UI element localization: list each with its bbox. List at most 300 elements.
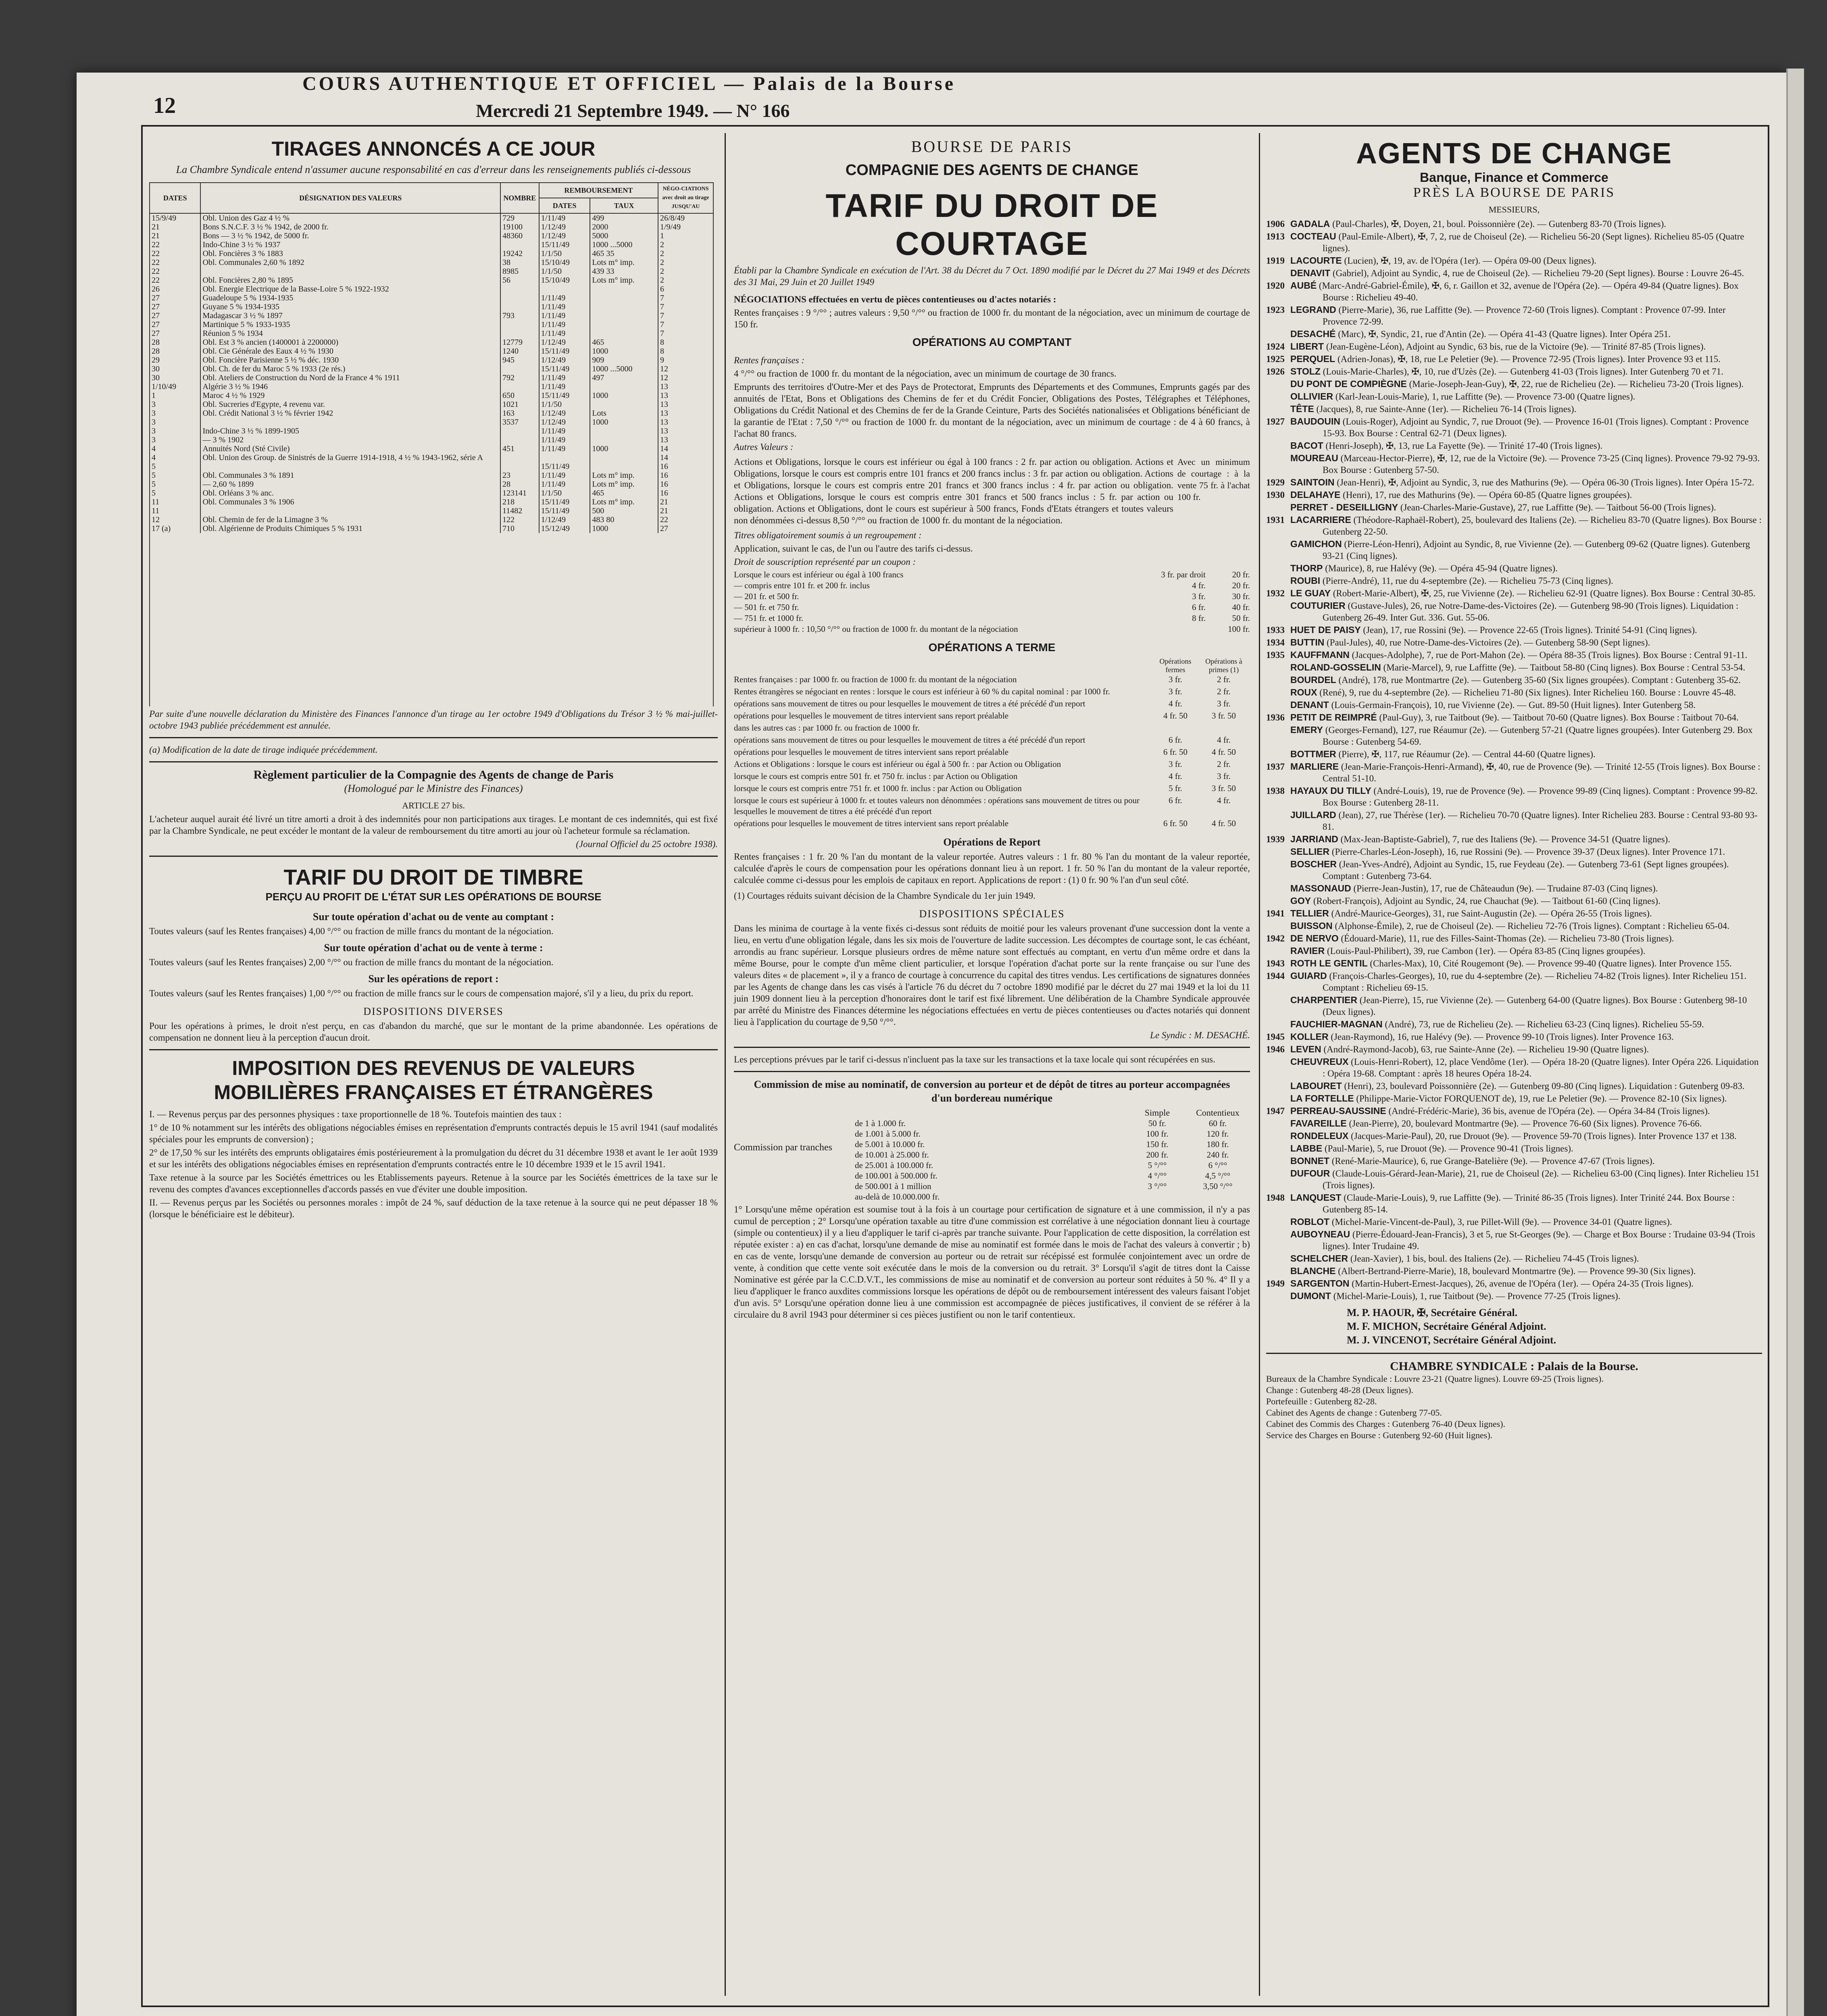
agents-subtitle: Banque, Finance et Commerce — [1420, 170, 1608, 185]
perceptions-text: Les perceptions prévues par le tarif ci-dessus n'incluent pas la taxe sur les transactions et la taxe locale qui sont récupérées en sus. — [734, 1054, 1215, 1064]
agent-details: (Pierre-André), 11, rue du 4-septembre (2e). — Richelieu 75-73 (Cinq lignes). — [1320, 576, 1613, 586]
agent-name: SAINTOIN — [1290, 477, 1335, 487]
commission-row — [855, 1129, 1250, 1139]
tirages-note: Par suite d'une nouvelle déclaration du Ministère des Finances l'annonce d'un tirage au 1er octobre 1949 d'Obligations du Trésor 3 ½ % mai-juillet-octobre 1943 publiée précédemment est annulée. — [149, 709, 718, 731]
table-cell: Bons — 3 ½ % 1942, de 5000 fr. — [200, 231, 500, 240]
table-cell — [590, 435, 658, 444]
table-cell: 13 — [658, 400, 713, 409]
comptant-minimum: Avec un minimum de courtage : à la vente 75 fr. à l'achat 100 fr. — [1177, 457, 1250, 502]
commission-text: 1° Lorsqu'une même opération est soumise tout à la fois à un courtage pour certification de signature et à une commission, il n'y a pas cumul de perception ; 2° Lorsqu'une opération taxable au titre d'une commission est corrélative à une négociation donnant lieu à courtage (simple ou contentieux) il y a lieu d'appliquer le tarif ci-après par tranche suivante. Pour l'application de cette disposition, la corrélation est réputée exister : a) en cas d'achat, lorsqu'une demande de mise au nominatif est formée dans le mois de l'achat des valeurs à convertir ; b) en cas de vente, lorsqu'une demande de conversion au porteur ou de retrait sur récépissé est formulée conjointement avec un ordre de vente, à condition que cette vente soit exécutée dans le mois de la conversion ou du retrait. 3° Lorsqu'il s'agit de titres dont la Caisse Nominative est gérée par la C.C.D.V.T., les commissions de mise au nominatif et de conversion au porteur sont réduites à 50 %. 4° Il y a lieu d'appliquer le franco auxdites commissions lorsque les opérations de dépôt ou de remboursement intéressent des valeurs faisant l'objet d'un avis. 5° Lorsqu'une opération donne lieu à une commission est accompagnée de pièces justificatives, il convient de se référer à la circulaire du 8 avril 1943 pour déterminer si ces pièces justifient ou non le tarif contentieux. — [734, 1204, 1250, 1320]
table-cell: 7 — [658, 302, 713, 311]
table-cell — [200, 418, 500, 427]
terme-row — [734, 686, 1250, 697]
table-cell: Obl. Est 3 % ancien (1400001 à 2200000) — [200, 338, 500, 347]
table-cell: 1/12/49 — [539, 231, 590, 240]
agent-details: (Georges-Fernand), 127, rue Réaumur (2e). — Gutenberg 57-21 (Quatre lignes groupées). Inter Gutenberg 29. Box Bourse : Gutenberg 54-69. — [1323, 725, 1753, 747]
table-cell: 1/11/49 — [539, 302, 590, 311]
page-number: 12 — [153, 93, 176, 118]
agent-year: 1930 — [1266, 490, 1285, 500]
comptant-autres-label: Autres Valeurs : — [734, 442, 794, 452]
commission-range: de 25.001 à 100.000 fr. — [855, 1160, 933, 1170]
terme-label: opérations sans mouvement de titres ou pour lesquelles le mouvement de titres a été précédé d'un report — [734, 699, 1085, 708]
timbre-s3: Sur les opérations de report : — [368, 973, 499, 985]
agent-details: (Jean-Marie-François-Henri-Armand), ✠, 40, rue de Provence (9e). — Trinité 12-55 (Trois lignes). Box Bourse : Central 51-10. — [1323, 762, 1760, 783]
disp-speciales-title: DISPOSITIONS SPÉCIALES — [919, 908, 1065, 920]
terme-primes: 2 fr. — [1217, 759, 1231, 769]
agent-name: BAUDOUIN — [1290, 416, 1340, 427]
agent-entry — [1266, 562, 1762, 574]
agent-details: (Paul-Jules), 40, rue Notre-Dame-des-Victoires (2e). — Gutenberg 58-90 (Sept lignes). — [1324, 637, 1650, 648]
agent-details: (Robert-François), Adjoint au Syndic, 24, rue Chauchat (9e). — Taitbout 61-60 (Cinq lignes). — [1311, 896, 1660, 906]
table-cell: Obl. Orléans 3 % anc. — [200, 489, 500, 498]
commission-contentieux: 60 fr. — [1208, 1118, 1227, 1128]
comptant-rentes-label: Rentes françaises : — [734, 355, 805, 365]
agent-name: FAVAREILLE — [1290, 1118, 1347, 1129]
agent-entry — [1266, 712, 1762, 723]
coupon-row — [734, 624, 1250, 635]
coupon-row — [734, 580, 1250, 591]
table-cell: 1/12/49 — [539, 338, 590, 347]
reglement-text: L'acheteur auquel aurait été livré un titre amorti a droit à des indemnités pour non participations aux tirages. Le montant de ces indemnités, qui est fixé par la Chambre Syndicale, ne peut excéder le montant de la valeur de remboursement du titre amorti au jour où l'acheteur formule sa réclamation. — [149, 814, 718, 836]
table-row — [150, 285, 713, 294]
table-cell: 1000 — [590, 391, 658, 400]
imposition-i1c: Taxe retenue à la source par les Sociétés émettrices ou les Etablissements payeurs. Retenue à la source par les Sociétés émettrices de la taxe sur le revenu des comptes d'avances exceptionnelles d'accords passés en vue d'éviter une double imposition. — [149, 1173, 718, 1194]
table-cell: 19100 — [500, 223, 539, 231]
table-cell: Obl. Chemin de fer de la Limagne 3 % — [200, 515, 500, 524]
table-cell: 2 — [658, 276, 713, 285]
agent-name: GOY — [1290, 896, 1311, 906]
table-cell: 218 — [500, 498, 539, 506]
coupon-label: — 201 fr. et 500 fr. — [734, 591, 799, 601]
agent-year: 1947 — [1266, 1106, 1285, 1116]
agent-details: (Pierre), ✠, 117, rue Réaumur (2e). — Central 44-60 (Quatre lignes). — [1336, 749, 1596, 759]
table-cell: 1 — [150, 391, 200, 400]
terme-primes: 4 fr. — [1217, 796, 1231, 805]
agent-details: (Henri), 23, boulevard Poissonnière (2e). — Gutenberg 09-80 (Cinq lignes). Liquidation : Gutenberg 09-83. — [1342, 1081, 1745, 1091]
report-title: Opérations de Report — [943, 836, 1041, 848]
table-cell: 30 — [150, 373, 200, 382]
agent-details: (André-Maurice-Georges), 31, rue Saint-Augustin (2e). — Opéra 26-55 (Trois lignes). — [1329, 908, 1652, 918]
agent-name: TÊTE — [1290, 404, 1314, 414]
table-cell: 1/11/49 — [539, 213, 590, 223]
terme-fermes: 6 fr. — [1169, 735, 1182, 745]
table-cell: 26 — [150, 285, 200, 294]
agent-details: (Paul-Charles), ✠, Doyen, 21, boul. Poissonnière (2e). — Gutenberg 83-70 (Trois lignes). — [1330, 219, 1667, 229]
chambre-line: Bureaux de la Chambre Syndicale : Louvre 23-21 (Quatre lignes). Louvre 69-25 (Trois lignes). — [1266, 1374, 1604, 1384]
agent-name: PETIT DE REIMPRÉ — [1290, 712, 1377, 723]
table-row — [150, 515, 713, 524]
agent-year: 1931 — [1266, 515, 1285, 525]
agent-details: (Charles-Max), 10, Cité Rougemont (9e). — Provence 99-40 (Quatre lignes). Inter Provence 155. — [1367, 958, 1732, 968]
table-cell: 465 — [590, 338, 658, 347]
agent-year: 1925 — [1266, 354, 1285, 364]
table-cell: 27 — [150, 302, 200, 311]
agent-entry — [1266, 1018, 1762, 1030]
commission-col-simple: Simple — [1144, 1108, 1170, 1118]
comptant-title: OPÉRATIONS AU COMPTANT — [912, 336, 1072, 348]
agent-details: (André-Frédéric-Marie), 36 bis, avenue de l'Opéra (2e). — Opéra 34-84 (Trois lignes). — [1386, 1106, 1710, 1116]
column-right — [1266, 129, 1762, 1441]
agent-year: 1943 — [1266, 958, 1285, 968]
compagnie-header: COMPAGNIE DES AGENTS DE CHANGE — [845, 162, 1139, 179]
titres-label: Titres obligatoirement soumis à un regroupement : — [734, 530, 922, 540]
table-cell — [200, 267, 500, 276]
agent-name: HAYAUX DU TILLY — [1290, 785, 1371, 796]
secretary: M. F. MICHON, Secrétaire Général Adjoint. — [1347, 1320, 1546, 1332]
column-left — [149, 129, 718, 1222]
table-cell: 1000 — [590, 418, 658, 427]
table-cell: Algérie 3 ½ % 1946 — [200, 382, 500, 391]
comptant-rentes: 4 °/°° ou fraction de 1000 fr. du montant de la négociation, avec un minimum de courtage de 30 francs. — [734, 369, 1117, 379]
table-cell: 16 — [658, 489, 713, 498]
agent-details: (Paul-Emile-Albert), ✠, 7, 2, rue de Choiseul (2e). — Richelieu 56-20 (Sept lignes). Richelieu 85-05 (Quatre lignes). — [1323, 231, 1744, 253]
agent-entry — [1266, 1143, 1762, 1154]
table-cell: 1/9/49 — [658, 223, 713, 231]
agent-year: 1949 — [1266, 1279, 1285, 1289]
table-cell: 793 — [500, 311, 539, 320]
agent-details: (André), 178, rue Montmartre (2e). — Gutenberg 35-60 (Six lignes groupées). Comptant : Gutenberg 35-62. — [1336, 675, 1741, 685]
table-cell: 15/10/49 — [539, 276, 590, 285]
timbre-s1: Sur toute opération d'achat ou de vente au comptant : — [312, 911, 554, 923]
table-cell: 7 — [658, 320, 713, 329]
table-cell: Obl. Ch. de fer du Maroc 5 % 1933 (2e rés.) — [200, 364, 500, 373]
terme-fermes: 5 fr. — [1169, 783, 1182, 793]
agent-entry — [1266, 908, 1762, 919]
agent-details: (René), 9, rue du 4-septembre (2e). — Richelieu 71-80 (Six lignes). Inter Richelieu 160. Bourse : Louvre 45-48. — [1317, 687, 1736, 698]
table-cell — [590, 453, 658, 462]
agent-details: (Marc), ✠, Syndic, 21, rue d'Antin (2e). — Opéra 41-43 (Quatre lignes). Inter Opéra 251. — [1335, 329, 1671, 339]
table-row — [150, 391, 713, 400]
terme-label: opérations pour lesquelles le mouvement de titres intervient sans report préalable — [734, 711, 1009, 721]
agent-name: DENAVIT — [1290, 268, 1331, 278]
chambre-line: Cabinet des Commis des Charges : Gutenberg 76-40 (Deux lignes). — [1266, 1419, 1506, 1429]
table-cell: — 3 % 1902 — [200, 435, 500, 444]
col-header: TAUX — [590, 198, 658, 213]
table-cell: 451 — [500, 444, 539, 453]
commission-range: de 1.001 à 5.000 fr. — [855, 1129, 921, 1139]
chambre-title: CHAMBRE SYNDICALE : Palais de la Bourse. — [1390, 1360, 1638, 1373]
commission-row — [855, 1139, 1250, 1150]
table-row — [150, 453, 713, 462]
terme-primes: 2 fr. — [1217, 687, 1231, 696]
terme-fermes: 3 fr. — [1169, 759, 1182, 769]
agent-details: (Louis-Paul-Philibert), 39, rue Cambon (1er). — Opéra 83-85 (Cinq lignes groupées). — [1325, 946, 1646, 956]
agent-name: LANQUEST — [1290, 1192, 1342, 1203]
agent-entry — [1266, 933, 1762, 944]
agent-details: (Robert-Marie-Albert), ✠, 25, rue Vivienne (2e). — Richelieu 62-91 (Quatre lignes). Box Bourse : Central 30-85. — [1331, 588, 1756, 598]
table-cell: 1000 — [590, 444, 658, 453]
agent-name: LABOURET — [1290, 1081, 1342, 1091]
table-cell: 945 — [500, 356, 539, 364]
terme-fermes: 3 fr. — [1169, 675, 1182, 684]
agent-name: LACOURTE — [1290, 255, 1342, 266]
table-cell — [500, 302, 539, 311]
table-cell: 2 — [658, 258, 713, 267]
agent-details: (André-Raymond-Jacob), 63, rue Sainte-Anne (2e). — Richelieu 19-90 (Quatre lignes). — [1321, 1044, 1649, 1054]
titres-text: Application, suivant le cas, de l'un ou l'autre des tarifs ci-dessus. — [734, 544, 973, 554]
table-cell: 1/11/49 — [539, 382, 590, 391]
table-cell: 15/11/49 — [539, 462, 590, 471]
agent-details: (Paul-Guy), 3, rue Taitbout (9e). — Taitbout 70-60 (Quatre lignes). Box Bourse : Taitbout 70-64. — [1377, 712, 1739, 723]
terme-label: lorsque le cours est supérieur à 1000 fr. et toutes valeurs non dénommées : opérations sans mouvement de titres ou pour lesquelles le mouvement de titres a été précédé d'un report — [734, 796, 1140, 816]
secretary: M. P. HAOUR, ✠, Secrétaire Général. — [1347, 1307, 1518, 1318]
agent-details: (Philippe-Marie-Victor FORQUENOT de), 19, rue Le Peletier (9e). — Provence 82-10 (Six lignes). — [1354, 1093, 1727, 1104]
agent-details: (Jacques-Marie-Paul), 20, rue Drouot (9e). — Provence 59-70 (Trois lignes). Inter Provence 137 et 138. — [1348, 1131, 1737, 1141]
agent-entry — [1266, 1031, 1762, 1043]
table-cell: 8 — [658, 338, 713, 347]
timbre-t1: Toutes valeurs (sauf les Rentes françaises) 4,00 °/°° ou fraction de mille francs du montant de la négociation. — [149, 926, 554, 936]
agent-name: MASSONAUD — [1290, 883, 1351, 893]
terme-row — [734, 710, 1250, 721]
table-cell: 465 — [590, 489, 658, 498]
table-row — [150, 320, 713, 329]
table-cell: 122 — [500, 515, 539, 524]
table-cell: Guadeloupe 5 % 1934-1935 — [200, 294, 500, 302]
agent-name: ROLAND-GOSSELIN — [1290, 662, 1381, 673]
agent-details: (Gabriel), Adjoint au Syndic, 4, rue de Choiseul (2e). — Richelieu 79-20 (Sept lignes). Bourse : Louvre 26-45. — [1330, 268, 1744, 278]
coupon-min: 40 fr. — [1232, 602, 1250, 612]
agent-details: (Jean-Xavier), 1 bis, boul. des Italiens (2e). — Richelieu 74-45 (Trois lignes). — [1348, 1254, 1639, 1264]
report-note: (1) Courtages réduits suivant décision de la Chambre Syndicale du 1er juin 1949. — [734, 891, 1035, 901]
agent-name: PERQUEL — [1290, 354, 1335, 364]
agent-entry — [1266, 761, 1762, 784]
agent-details: (Pierre-Jean-Justin), 17, rue de Châteaudun (9e). — Trudaine 87-03 (Cinq lignes). — [1351, 883, 1658, 893]
coupon-min: 20 fr. — [1232, 581, 1250, 590]
agent-entry — [1266, 945, 1762, 957]
agent-year: 1939 — [1266, 834, 1285, 844]
commission-col-contentieux: Contentieux — [1196, 1108, 1240, 1118]
agent-entry — [1266, 748, 1762, 760]
commission-row — [855, 1150, 1250, 1160]
table-cell: 1/11/49 — [539, 427, 590, 435]
agent-entry — [1266, 1105, 1762, 1117]
agent-details: (Claude-Louis-Gérard-Jean-Marie), 21, rue de Choiseul (2e). — Richelieu 63-00 (Cinq lignes). Inter Richelieu 151 (Trois lignes). — [1323, 1168, 1760, 1190]
table-cell: 8 — [658, 347, 713, 356]
agent-details: (Pierre-Charles-Léon-Joseph), 16, rue Rossini (9e). — Provence 39-37 (Deux lignes). Inter Provence 171. — [1329, 847, 1725, 857]
table-cell: 15/11/49 — [539, 498, 590, 506]
table-cell: 710 — [500, 524, 539, 533]
agent-details: (Jean-Eugène-Léon), Adjoint au Syndic, 63 bis, rue de la Victoire (9e). — Trinité 87-85 (Trois lignes). — [1324, 342, 1706, 352]
agent-name: SARGENTON — [1290, 1278, 1350, 1289]
table-cell: 1/1/50 — [539, 489, 590, 498]
table-cell: 5 — [150, 471, 200, 480]
table-cell: 792 — [500, 373, 539, 382]
agent-entry — [1266, 895, 1762, 907]
coupon-label: — 501 fr. et 750 fr. — [734, 602, 799, 612]
agent-name: LEGRAND — [1290, 304, 1336, 315]
agent-year: 1944 — [1266, 971, 1285, 981]
table-row — [150, 347, 713, 356]
timbre-title: TARIF DU DROIT DE TIMBRE — [283, 865, 583, 889]
table-cell: Annuités Nord (Sté Civile) — [200, 444, 500, 453]
agent-entry — [1266, 416, 1762, 439]
agent-entry — [1266, 218, 1762, 230]
reglement-subtitle: (Homologué par le Ministre des Finances) — [344, 783, 523, 794]
table-cell — [500, 285, 539, 294]
reglement-article: ARTICLE 27 bis. — [402, 800, 465, 810]
table-cell — [500, 320, 539, 329]
terme-title: OPÉRATIONS A TERME — [928, 641, 1056, 654]
table-cell: Maroc 4 ½ % 1929 — [200, 391, 500, 400]
terme-label: opérations pour lesquelles le mouvement de titres intervient sans report préalable — [734, 818, 1009, 828]
terme-row — [734, 674, 1250, 685]
commission-contentieux: 6 °/°° — [1208, 1160, 1227, 1170]
agent-details: (Karl-Jean-Louis-Marie), 1, rue Laffitte (9e). — Provence 73-00 (Quatre lignes). — [1333, 392, 1635, 402]
agent-details: (Jacques), 8, rue Sainte-Anne (1er). — Richelieu 76-14 (Trois lignes). — [1314, 404, 1577, 414]
table-row — [150, 223, 713, 231]
agent-entry — [1266, 846, 1762, 858]
col-group-header: REMBOURSEMENT — [539, 183, 658, 198]
coupon-rate: 3 fr. — [1192, 591, 1206, 601]
agent-name: DELAHAYE — [1290, 489, 1341, 500]
chambre-line: Service des Charges en Bourse : Gutenberg 92-60 (Huit lignes). — [1266, 1430, 1493, 1440]
table-cell: 15/11/49 — [539, 391, 590, 400]
agent-entry — [1266, 637, 1762, 648]
table-row — [150, 471, 713, 480]
imposition-i2: II. — Revenus perçus par les Sociétés ou personnes morales : impôt de 24 %, sauf déduction de la taxe retenue à la source qui ne peut dépasser 18 % (lorsque le bénéficiaire est le débiteur). — [149, 1198, 718, 1219]
agent-details: (Jacques-Adolphe), 7, rue de Port-Mahon (2e). — Opéra 88-35 (Trois lignes). Box Bourse : Central 91-11. — [1349, 650, 1748, 660]
agent-entry — [1266, 1229, 1762, 1252]
table-cell — [500, 427, 539, 435]
agent-entry — [1266, 958, 1762, 969]
table-cell — [590, 320, 658, 329]
table-cell: 13 — [658, 418, 713, 427]
table-cell: 11 — [150, 498, 200, 506]
table-row — [150, 480, 713, 489]
agent-entry — [1266, 538, 1762, 562]
agent-name: BONNET — [1290, 1156, 1330, 1166]
agent-details: (Louis-Germain-François), 10, rue Vivienne (2e). — Gut. 89-50 (Huit lignes). Inter Gutenberg 58. — [1329, 700, 1696, 710]
commission-row — [855, 1181, 1250, 1191]
col-header: NÉGO-CIATIONS avec droit au tirage JUSQU'AU — [658, 183, 713, 213]
agent-name: LABBE — [1290, 1143, 1323, 1154]
commission-simple: 4 °/°° — [1148, 1171, 1167, 1181]
imposition-i1b: 2° de 17,50 % sur les intérêts des emprunts obligataires émis postérieurement à la promulgation du décret du 31 décembre 1938 et avant le 1er août 1939 et sur les intérêts des obligations négociables émises en représentation d'emprunts contractés entre le 10 décembre 1939 et le 15 avril 1941. — [149, 1148, 718, 1169]
agent-name: LIBERT — [1290, 341, 1324, 352]
table-cell — [539, 453, 590, 462]
commission-simple: 5 °/°° — [1148, 1160, 1167, 1170]
table-row — [150, 338, 713, 347]
commission-range: au-delà de 10.000.000 fr. — [855, 1192, 940, 1202]
table-cell: Lots m° imp. — [590, 480, 658, 489]
table-cell — [500, 462, 539, 471]
table-cell: Obl. Union des Gaz 4 ½ % — [200, 213, 500, 223]
table-cell: 16 — [658, 462, 713, 471]
agent-entry — [1266, 1155, 1762, 1167]
agent-name: GADALA — [1290, 219, 1330, 229]
terme-label: dans les autres cas : par 1000 fr. ou fraction de 1000 fr. — [734, 723, 920, 733]
table-cell: 6 — [658, 285, 713, 294]
table-cell: Lots m° imp. — [590, 471, 658, 480]
agent-details: (Jean-Henri), ✠, Adjoint au Syndic, 3, rue des Mathurins (9e). — Opéra 06-30 (Trois lignes). Inter Opéra 15-72. — [1334, 477, 1754, 487]
coupon-rate: 6 fr. — [1192, 602, 1206, 612]
table-cell: 23 — [500, 471, 539, 480]
table-cell: 12 — [150, 515, 200, 524]
agent-entry — [1266, 1043, 1762, 1055]
table-cell: 7 — [658, 311, 713, 320]
terme-primes: 3 fr. 50 — [1211, 783, 1236, 793]
table-cell: 3 — [150, 427, 200, 435]
syndic-signature: Le Syndic : M. DESACHÉ. — [1150, 1030, 1250, 1040]
table-row — [150, 249, 713, 258]
table-cell: Obl. Ateliers de Construction du Nord de la France 4 % 1911 — [200, 373, 500, 382]
terme-row — [734, 795, 1250, 817]
table-cell: 1000 — [590, 524, 658, 533]
table-cell: 15/11/49 — [539, 347, 590, 356]
table-cell: 2 — [658, 267, 713, 276]
agent-name: JUILLARD — [1290, 810, 1336, 820]
terme-fermes: 6 fr. 50 — [1163, 818, 1188, 828]
table-row — [150, 382, 713, 391]
terme-col-fermes: Opérations fermes — [1159, 657, 1192, 674]
agent-name: BOTTMER — [1290, 749, 1336, 759]
terme-fermes: 6 fr. 50 — [1163, 747, 1188, 757]
table-cell: 22 — [150, 258, 200, 267]
col-header: NOMBRE — [500, 183, 539, 213]
agent-entry — [1266, 267, 1762, 279]
column-divider — [725, 133, 726, 1996]
agent-year: 1929 — [1266, 477, 1285, 487]
timbre-subtitle: PERÇU AU PROFIT DE L'ÉTAT SUR LES OPÉRATIONS DE BOURSE — [265, 891, 602, 903]
agents-list — [1266, 218, 1762, 1302]
agent-year: 1936 — [1266, 712, 1285, 723]
table-row — [150, 356, 713, 364]
table-cell: 5000 — [590, 231, 658, 240]
agent-entry — [1266, 502, 1762, 513]
commission-range: de 1 à 1.000 fr. — [855, 1118, 906, 1128]
coupon-table — [734, 569, 1250, 635]
agent-year: 1920 — [1266, 281, 1285, 291]
agent-details: (Louis-Marie-Charles), ✠, 10, rue d'Uzès (2e). — Gutenberg 41-03 (Trois lignes). Inter Gutenberg 70 et 71. — [1320, 367, 1723, 377]
agent-entry — [1266, 231, 1762, 254]
agent-details: (Martin-Hubert-Ernest-Jacques), 26, avenue de l'Opéra (1er). — Opéra 24-35 (Trois lignes). — [1349, 1279, 1694, 1289]
agent-name: BUTTIN — [1290, 637, 1325, 648]
masthead-date: Mercredi 21 Septembre 1949. — N° 166 — [476, 100, 790, 121]
coupon-label: supérieur à 1000 fr. : 10,50 °/°° ou fraction de 1000 fr. du montant de la négociation — [734, 624, 1018, 634]
bourse-header: BOURSE DE PARIS — [911, 137, 1073, 156]
table-cell: 16 — [658, 471, 713, 480]
terme-label: Rentes étrangères se négociant en rentes : lorsque le cours est inférieur à 60 % du capital nominal : par 1000 fr. — [734, 687, 1110, 696]
agent-entry — [1266, 341, 1762, 352]
table-row — [150, 400, 713, 409]
coupon-label: Lorsque le cours est inférieur ou égal à 100 francs — [734, 570, 904, 579]
table-cell: 1/11/49 — [539, 435, 590, 444]
table-cell: 15/11/49 — [539, 364, 590, 373]
table-cell: 465 35 — [590, 249, 658, 258]
table-row — [150, 267, 713, 276]
table-cell — [500, 329, 539, 338]
table-cell: 650 — [500, 391, 539, 400]
agent-entry — [1266, 1056, 1762, 1079]
agent-name: ROUX — [1290, 687, 1317, 698]
agent-details: (Pierre-Édouard-Jean-Francis), 3 et 5, rue St-Georges (9e). — Charge et Box Bourse : Trudaine 03-94 (Trois lignes). Inter Trudaine 49. — [1323, 1229, 1755, 1251]
table-cell: Lots m° imp. — [590, 276, 658, 285]
agent-details: (Gustave-Jules), 26, rue Notre-Dame-des-Victoires (2e). — Gutenberg 98-90 (Trois lignes). Liquidation : Gutenberg 26-49. Inter Gut. 336. Gut. 55-06. — [1323, 601, 1739, 623]
table-cell: Obl. Communales 2,60 % 1892 — [200, 258, 500, 267]
table-cell: 22 — [150, 276, 200, 285]
agent-year: 1937 — [1266, 762, 1285, 772]
table-cell: 12779 — [500, 338, 539, 347]
commission-range: de 10.001 à 25.000 fr. — [855, 1150, 929, 1160]
agent-year: 1938 — [1266, 786, 1285, 796]
agent-entry — [1266, 920, 1762, 932]
table-cell: 2000 — [590, 223, 658, 231]
table-cell: 22 — [150, 267, 200, 276]
table-cell: 1/12/49 — [539, 418, 590, 427]
report-text: Rentes françaises : 1 fr. 20 % l'an du montant de la valeur reportée. Autres valeurs : 1 fr. 80 % l'an du montant de la valeur reportée, calculée d'après le cours de compensation pour les opérations donnant lieu à un report. 1 fr. 50 % l'an du montant de la valeur reportée, calculée comme ci-dessus pour les emplois de capitaux en report. Applications de report : (1) 0 fr. 90 % l'an d'un seul côté. — [734, 852, 1250, 885]
agent-name: MOUREAU — [1290, 453, 1338, 463]
terme-fermes: 6 fr. — [1169, 796, 1182, 805]
